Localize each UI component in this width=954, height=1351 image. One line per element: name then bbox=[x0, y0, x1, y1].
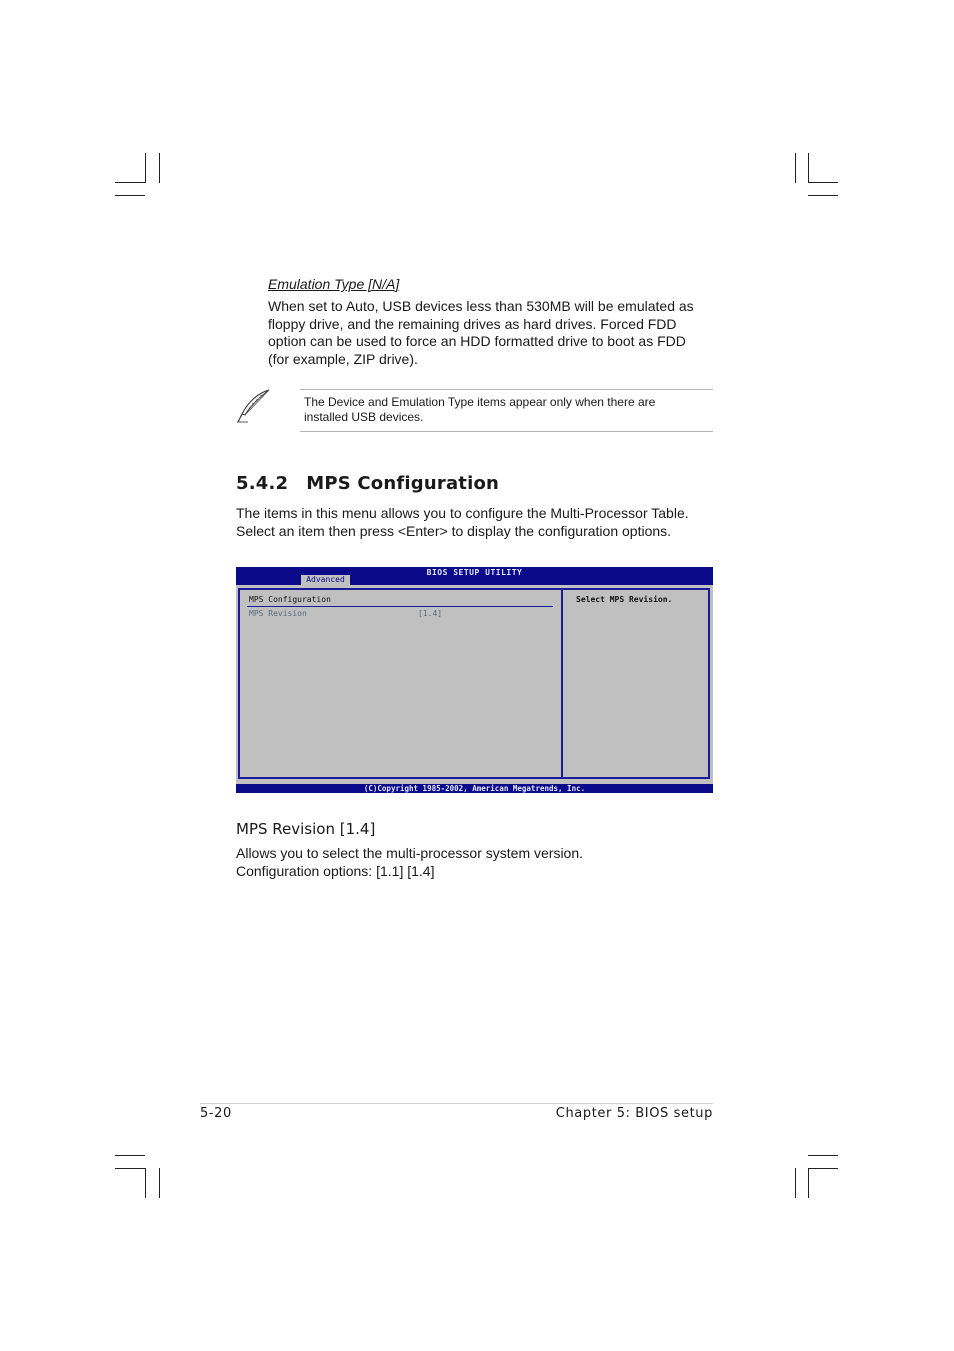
crop-mark bbox=[795, 153, 796, 183]
section-body bbox=[236, 505, 713, 540]
text-line: Allows you to select the multi-processor system version. bbox=[236, 845, 584, 861]
note-text bbox=[304, 395, 709, 425]
bios-copyright: (C)Copyright 1985-2002, American Megatrends, Inc. bbox=[363, 784, 586, 793]
bios-panel-underline bbox=[247, 606, 553, 607]
crop-mark bbox=[145, 153, 146, 183]
text-line: floppy drive, and the remaining drives as hard drives. Forced FDD bbox=[268, 315, 677, 332]
text-line: option can be used to force an HDD formatted drive to boot as FDD bbox=[268, 333, 686, 349]
text-line: installed USB devices. bbox=[304, 410, 424, 424]
bios-divider bbox=[561, 588, 563, 779]
bios-status-bar bbox=[236, 784, 713, 793]
bios-title: BIOS SETUP UTILITY bbox=[426, 568, 523, 577]
bios-title-bar bbox=[236, 567, 713, 585]
feather-pen-icon bbox=[236, 388, 272, 424]
text-line: Select an item then press <Enter> to display the configuration options. bbox=[236, 522, 672, 539]
section-number: 5.4.2 bbox=[236, 473, 289, 494]
footer-rule bbox=[200, 1103, 713, 1104]
crop-mark bbox=[808, 1168, 838, 1169]
tab-advanced[interactable]: Advanced bbox=[301, 575, 350, 585]
bios-item-value: [1.4] bbox=[418, 609, 443, 618]
text-line: When set to Auto, USB devices less than 530MB will be emulated as bbox=[268, 298, 694, 314]
crop-mark bbox=[808, 1168, 809, 1198]
subsection-body bbox=[236, 845, 713, 880]
crop-mark bbox=[808, 195, 838, 196]
chapter-title: Chapter 5: BIOS setup bbox=[555, 1106, 713, 1121]
crop-mark bbox=[159, 1168, 160, 1198]
crop-mark bbox=[115, 1168, 145, 1169]
note-bottom-rule bbox=[300, 431, 713, 432]
bios-item-label: MPS Revision bbox=[249, 609, 307, 618]
crop-mark bbox=[808, 153, 809, 183]
section-title: MPS Configuration bbox=[306, 473, 500, 494]
crop-mark bbox=[145, 1168, 146, 1198]
text-line: The Device and Emulation Type items appear only when there are bbox=[304, 395, 656, 409]
subsection-heading: MPS Revision [1.4] bbox=[236, 820, 376, 838]
crop-mark bbox=[159, 153, 160, 183]
bios-panel-title: MPS Configuration bbox=[249, 595, 331, 604]
section-heading bbox=[236, 473, 499, 494]
crop-mark bbox=[115, 195, 145, 196]
crop-mark bbox=[115, 1155, 145, 1156]
crop-mark bbox=[115, 182, 145, 183]
bios-help-text: Select MPS Revision. bbox=[576, 595, 673, 604]
note-top-rule bbox=[300, 389, 713, 390]
text-line: The items in this menu allows you to configure the Multi-Processor Table. bbox=[236, 505, 689, 521]
crop-mark bbox=[808, 1155, 838, 1156]
crop-mark bbox=[808, 182, 838, 183]
text-line: (for example, ZIP drive). bbox=[268, 350, 418, 367]
emulation-heading: Emulation Type [N/A] bbox=[268, 276, 400, 292]
bios-screen bbox=[236, 567, 713, 793]
crop-mark bbox=[795, 1168, 796, 1198]
emulation-body bbox=[268, 298, 713, 368]
text-line: Configuration options: [1.1] [1.4] bbox=[236, 862, 435, 879]
bios-item-mps-revision[interactable] bbox=[249, 609, 549, 619]
page-number: 5-20 bbox=[200, 1106, 232, 1121]
